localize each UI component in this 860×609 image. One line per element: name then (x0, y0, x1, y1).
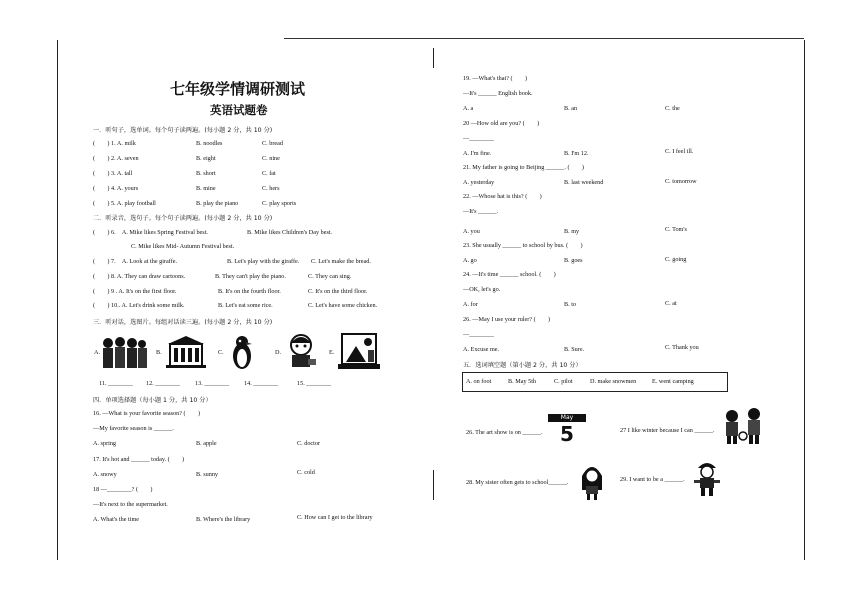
question-24-reply: —OK, let's go. (463, 286, 501, 293)
picture-b-building-icon (166, 334, 206, 368)
top-rule (284, 38, 804, 39)
question-19-reply: —It's ______ English book. (463, 90, 533, 97)
picture-letter-a: A. (94, 349, 101, 356)
option-b: B. my (564, 228, 580, 235)
answer-blank-11: 11. ________ (99, 380, 133, 387)
option-c: C. going (665, 256, 687, 263)
option-c: C. It's on the third floor. (308, 288, 368, 295)
calendar-icon (548, 414, 586, 450)
question-3: ( ) 3. A. tall (93, 170, 133, 177)
question-16: 16. —What is your favorite season? ( ) (93, 410, 201, 417)
pilot-icon (690, 458, 724, 498)
option-b: B. mine (196, 185, 216, 192)
question-20: 20 —How old are you? ( ) (463, 120, 540, 127)
option-c: C. hers (262, 185, 280, 192)
option-c: C. fat (262, 170, 276, 177)
option-c: C. Thank you (665, 344, 699, 351)
question-29: 29. I want to be a ______. (620, 476, 685, 483)
option-c: C. Let's make the bread. (311, 258, 371, 265)
question-22-reply: —It's ______. (463, 208, 499, 215)
option-b: B. last weekend (564, 179, 604, 186)
option-b: B. It's on the fourth floor. (218, 288, 281, 295)
option-b: B. Where's the library (196, 516, 251, 523)
question-26a-reply: —________ (463, 331, 494, 338)
option-a: A. spring (93, 440, 117, 447)
question-18: 18 —________? ( ) (93, 486, 153, 493)
question-19: 19. —What's that? ( ) (463, 75, 528, 82)
option-c: C. doctor (297, 440, 321, 447)
option-c: C. tomorrow (665, 178, 697, 185)
option-b: B. apple (196, 440, 217, 447)
word-bank-option-e: E. went camping (652, 378, 694, 385)
question-10: ( ) 10.. A. Let's drink some milk. (93, 302, 185, 309)
column-divider (433, 48, 434, 68)
option-c: C. Mike likes Mid- Autumn Festival best. (131, 243, 235, 250)
question-8: ( ) 8. A. They can draw cartoons. (93, 273, 186, 280)
picture-letter-b: B. (156, 349, 162, 356)
picture-letter-c: C. (218, 349, 224, 356)
word-bank-option-d: D. make snowmen (590, 378, 637, 385)
kids-snow-icon (720, 406, 766, 446)
option-b: B. eight (196, 155, 216, 162)
word-bank-option-b: B. May 5th (508, 378, 537, 385)
option-c: C. They can sing. (308, 273, 352, 280)
page-subtitle: 英语试题卷 (210, 103, 268, 117)
option-a: A. I'm fine. (463, 150, 492, 157)
question-26b: 26. The art show is on ______. (466, 429, 543, 436)
section-3-heading: 三．听对话，选图片。每组对话读三遍。(每小题 2 分，共 10 分) (93, 319, 273, 326)
calendar-day: 5 (560, 422, 574, 446)
option-c: C. play sports (262, 200, 297, 207)
picture-letter-d: D. (275, 349, 282, 356)
option-a: A. What's the time (93, 516, 140, 523)
option-b: B. play the piano (196, 200, 239, 207)
picture-c-penguin-icon (229, 334, 255, 370)
option-c: C. at (665, 300, 677, 307)
option-a: A. snowy (93, 471, 117, 478)
picture-letter-e: E. (329, 349, 335, 356)
question-28: 28. My sister often gets to school______. (466, 479, 569, 486)
answer-blank-14: 14. ________ (244, 380, 279, 387)
option-a: A. a (463, 105, 474, 112)
question-2: ( ) 2. A. seven (93, 155, 139, 162)
question-17: 17. It's hot and ______ today. ( ) (93, 456, 185, 463)
answer-blank-15: 15. ________ (297, 380, 332, 387)
left-margin-line (57, 40, 58, 560)
right-margin-line (804, 40, 805, 560)
option-b: B. to (564, 301, 577, 308)
picture-e-scene-icon (338, 332, 380, 370)
option-b: B. sunny (196, 471, 219, 478)
option-a: A. go (463, 257, 477, 264)
question-5: ( ) 5. A. play football (93, 200, 156, 207)
section-4-heading: 四．单项选择题（每小题 1 分，共 10 分） (93, 397, 212, 404)
question-27: 27 I like winter because I can ______. (620, 427, 715, 434)
option-a: A. Excuse me. (463, 346, 500, 353)
question-16-reply: —My favorite season is ______. (93, 425, 174, 432)
option-c: C. bread (262, 140, 283, 147)
section-2-heading: 二．听录音，选句子。每个句子读两遍。(每小题 2 分，共 10 分) (93, 215, 273, 222)
column-divider-lower (433, 470, 434, 500)
question-22: 22. —Whose hat is this? ( ) (463, 193, 542, 200)
section-5-heading: 五．选词填空题（第小题 2 分，共 10 分） (463, 362, 582, 369)
option-c: C. I feel ill. (665, 148, 694, 155)
option-b: B. Let's eat some rice. (218, 302, 273, 309)
option-b: B. They can't play the piano. (215, 273, 286, 280)
option-b: B. goes (564, 257, 583, 264)
picture-a-people-icon (100, 334, 148, 370)
question-1: ( ) 1. A. milk (93, 140, 136, 147)
question-23: 23. She usually ______ to school by bus. ( ) (463, 242, 583, 249)
option-c: C. the (665, 105, 680, 112)
calendar-month: May (548, 414, 586, 422)
option-b: B. Let's play with the giraffe. (227, 258, 300, 265)
question-7: ( ) 7. A. Look at the giraffe. (93, 258, 178, 265)
option-b: B. noodles (196, 140, 223, 147)
option-c: C. Tom's (665, 226, 687, 233)
answer-blank-13: 13. ________ (195, 380, 230, 387)
option-c: C. cold (297, 469, 315, 476)
question-4: ( ) 4. A. yours (93, 185, 139, 192)
question-6: ( ) 6. A. Mike likes Spring Festival best. (93, 229, 208, 236)
option-b: B. Mike likes Children's Day best. (247, 229, 333, 236)
picture-d-child-icon (286, 333, 318, 369)
question-21: 21. My father is going to Beijing ______. ( ) (463, 164, 584, 171)
word-bank-option-a: A. on foot (466, 378, 492, 385)
girl-walking-icon (578, 462, 606, 500)
question-20-reply: —________ (463, 135, 494, 142)
option-c: C. How can I get to the library (297, 514, 373, 521)
option-b: B. I'm 12. (564, 150, 589, 157)
question-26a: 26. —May I use your ruler? ( ) (463, 316, 551, 323)
option-c: C. nine (262, 155, 280, 162)
answer-blank-12: 12. ________ (146, 380, 181, 387)
option-b: B. short (196, 170, 216, 177)
option-a: A. yesterday (463, 179, 495, 186)
section-1-heading: 一．听句子，选单词。每个句子读两遍。(每小题 2 分，共 10 分) (93, 127, 273, 134)
option-a: A. you (463, 228, 480, 235)
question-24: 24. —It's time ______ school. ( ) (463, 271, 556, 278)
option-a: A. for (463, 301, 478, 308)
option-b: B. Sure. (564, 346, 585, 353)
page-title: 七年级学情调研测试 (170, 80, 306, 98)
question-9: ( ) 9 . A. It's on the first floor. (93, 288, 177, 295)
option-b: B. an (564, 105, 578, 112)
word-bank-option-c: C. pilot (554, 378, 573, 385)
question-18-reply: —It's next to the supermarket. (93, 501, 168, 508)
option-c: C. Let's have some chicken. (308, 302, 378, 309)
